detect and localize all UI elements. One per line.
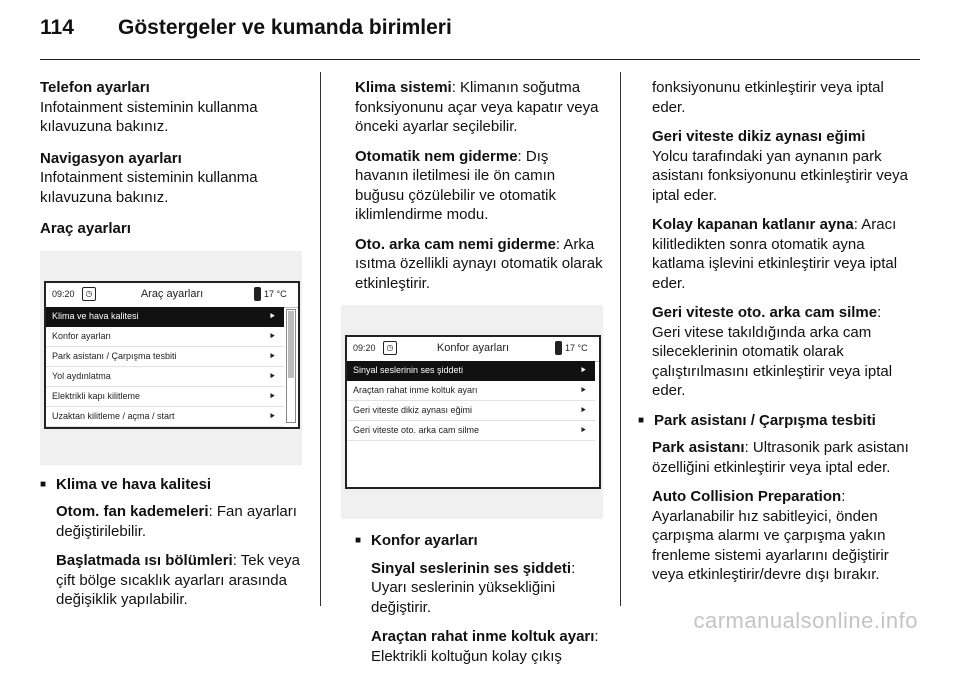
para-auto-rear-defog: Oto. arka cam nemi giderme: Arka ısıtma özellikli aynayı otomatik olarak etkinleştirir. bbox=[355, 235, 603, 292]
screen-comfort-settings bbox=[345, 335, 601, 489]
menu-item-reverse-mirror-tilt[interactable]: Geri viteste dikiz aynası eğimi ⯈ bbox=[347, 401, 595, 421]
clock-time: 09:20 bbox=[353, 343, 376, 353]
column-divider-1 bbox=[320, 72, 321, 606]
section-body-phone: Infotainment sisteminin kullanma kılavuzuna bakınız. bbox=[40, 98, 258, 135]
para-folding-mirror: Kolay kapanan katlanır ayna: Aracı kilitledikten sonra otomatik ayna katlama işlevini etkinleştirir veya iptal eder. bbox=[652, 216, 898, 292]
arrow-right-icon: ⯈ bbox=[579, 385, 587, 395]
screen-title: Araç ayarları bbox=[140, 287, 204, 300]
watermark: carmanualsonline.info bbox=[693, 608, 918, 633]
clock-icon: ◷ bbox=[383, 341, 397, 355]
menu-item-lighting[interactable]: Yol aydınlatma ⯈ bbox=[46, 367, 284, 387]
menu-item-park-assist[interactable]: Park asistanı / Çarpışma tesbiti ⯈ bbox=[46, 347, 284, 367]
arrow-right-icon: ⯈ bbox=[268, 390, 276, 401]
temperature: 17 °C bbox=[565, 343, 588, 353]
header-rule bbox=[40, 59, 920, 60]
figure-comfort-settings bbox=[341, 305, 603, 519]
column-3 bbox=[652, 78, 914, 595]
para-signal-volume: Sinyal seslerinin ses şiddeti: Uyarı seslerinin yüksekliğini değiştirir. bbox=[371, 559, 576, 616]
arrow-right-icon: ⯈ bbox=[268, 370, 276, 381]
arrow-right-icon: ⯈ bbox=[268, 310, 276, 321]
menu-item-climate[interactable]: Klima ve hava kalitesi ⯈ bbox=[46, 307, 284, 327]
menu-item-door-lock[interactable]: Elektrikli kapı kilitleme ⯈ bbox=[46, 387, 284, 407]
bullet-comfort: ■ Konfor ayarları bbox=[355, 531, 605, 551]
screen-topbar bbox=[347, 337, 599, 362]
column-divider-2 bbox=[620, 72, 621, 606]
section-heading-phone: Telefon ayarları bbox=[40, 79, 150, 96]
screen-vehicle-settings bbox=[44, 281, 300, 429]
page-number: 114 bbox=[40, 16, 74, 39]
para-reverse-mirror: Geri viteste dikiz aynası eğimi Yolcu tarafındaki yan aynanın park asistanı fonksiyonunu etkinleştirir veya iptal eder. bbox=[652, 128, 908, 204]
menu-item-comfort[interactable]: Konfor ayarları ⯈ bbox=[46, 327, 284, 347]
thermometer-icon bbox=[555, 341, 562, 355]
arrow-right-icon: ⯈ bbox=[268, 350, 276, 361]
menu-item-remote-lock[interactable]: Uzaktan kilitleme / açma / start ⯈ bbox=[46, 407, 284, 427]
clock-time: 09:20 bbox=[52, 288, 75, 299]
para-auto-fan: Otom. fan kademeleri: Fan ayarları değiştirilebilir. bbox=[56, 503, 297, 540]
para-start-zones: Başlatmada ısı bölümleri: Tek veya çift bölge sıcaklık ayarları arasında değişiklik yapılabilir. bbox=[56, 552, 300, 608]
arrow-right-icon: ⯈ bbox=[268, 330, 276, 341]
temperature: 17 °C bbox=[264, 288, 287, 299]
scrollbar[interactable] bbox=[286, 309, 296, 423]
para-reverse-wiper: Geri viteste oto. arka cam silme: Geri vitese takıldığında arka cam sileceklerinin otomatik olarak çalıştırılmasını etkinleştirir veya iptal eder. bbox=[652, 304, 893, 399]
para-continued: fonksiyonunu etkinleştirir veya iptal eder. bbox=[652, 79, 884, 116]
bullet-park-assist: ■ Park asistanı / Çarpışma tesbiti bbox=[638, 411, 914, 431]
arrow-right-icon: ⯈ bbox=[268, 410, 276, 421]
section-heading-vehicle: Araç ayarları bbox=[40, 220, 131, 237]
menu-item-easy-exit-seat[interactable]: Araçtan rahat inme koltuk ayarı ⯈ bbox=[347, 381, 595, 401]
column-1 bbox=[40, 78, 302, 620]
para-park-assist: Park asistanı: Ultrasonik park asistanı özelliğini etkinleştirir veya iptal eder. bbox=[652, 439, 909, 476]
para-auto-defog: Otomatik nem giderme: Dış havanın iletilmesi ile ön camın buğusu çözülebilir ve otomatik iklimlendirme modu. bbox=[355, 147, 556, 223]
figure-vehicle-settings bbox=[40, 251, 302, 465]
menu-item-reverse-rear-wiper[interactable]: Geri viteste oto. arka cam silme ⯈ bbox=[347, 421, 595, 441]
thermometer-icon bbox=[254, 287, 261, 301]
screen-title: Konfor ayarları bbox=[436, 342, 510, 354]
column-2 bbox=[355, 78, 605, 676]
page-header bbox=[0, 0, 960, 62]
arrow-right-icon: ⯈ bbox=[579, 425, 587, 435]
para-collision-prep: Auto Collision Preparation: Ayarlanabilir hız sabitleyici, önden çarpışma alarmı ve çarpışma yakın frenleme sistemi ayarlarını değiştirir veya etkinleştirir/devre dışı bırakır. bbox=[652, 488, 889, 583]
scrollbar-thumb[interactable] bbox=[288, 311, 294, 378]
arrow-right-icon: ⯈ bbox=[579, 405, 587, 415]
page-title: Göstergeler ve kumanda birimleri bbox=[118, 16, 452, 39]
clock-icon: ◷ bbox=[82, 287, 96, 301]
menu-item-signal-volume[interactable]: Sinyal seslerinin ses şiddeti ⯈ bbox=[347, 361, 595, 381]
arrow-right-icon: ⯈ bbox=[579, 365, 587, 375]
section-heading-navigation: Navigasyon ayarları bbox=[40, 149, 182, 167]
bullet-climate: ■ Klima ve hava kalitesi bbox=[40, 475, 302, 495]
screen-topbar bbox=[46, 283, 298, 308]
section-body-navigation: Infotainment sisteminin kullanma kılavuzuna bakınız. bbox=[40, 169, 258, 206]
para-ac: Klima sistemi: Klimanın soğutma fonksiyonunu açar veya kapatır veya önceki ayarlar seçilebilir. bbox=[355, 79, 599, 135]
para-easy-exit: Araçtan rahat inme koltuk ayarı: Elektrikli koltuğun kolay çıkış bbox=[371, 628, 599, 665]
